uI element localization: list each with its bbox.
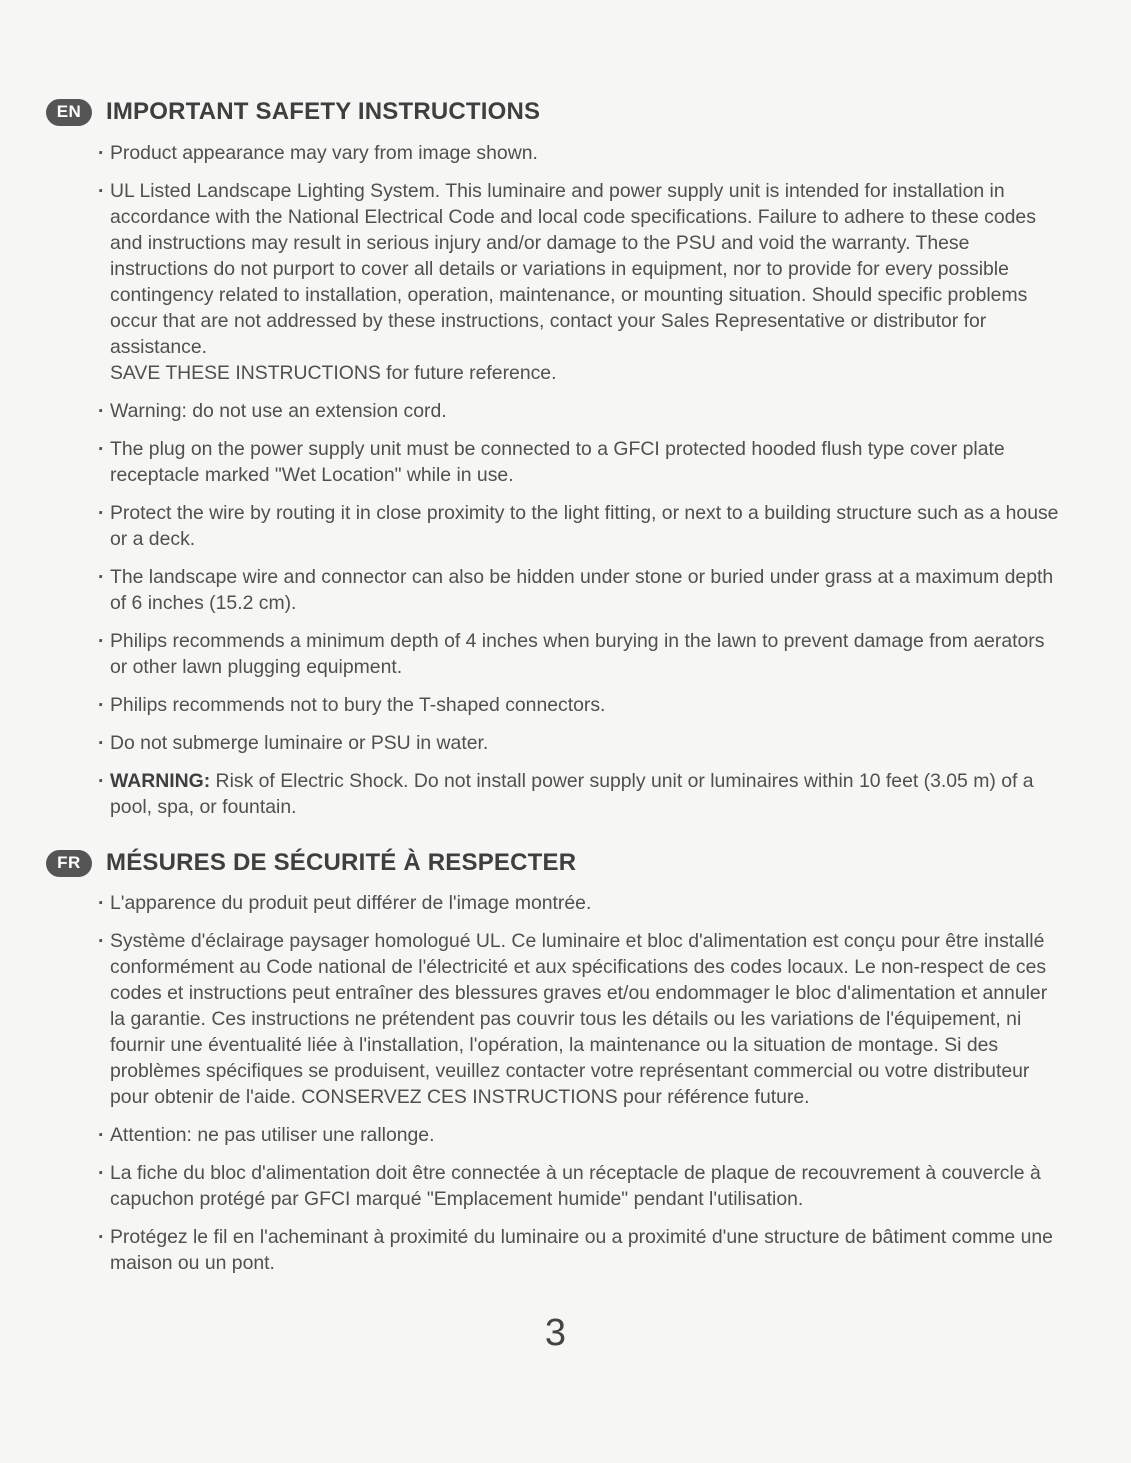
section-title-en: IMPORTANT SAFETY INSTRUCTIONS: [106, 98, 541, 125]
page-number: 3: [544, 1312, 567, 1354]
section-header-en: [46, 97, 540, 127]
list-item: · Protect the wire by routing it in close proximity to the light fitting, or next to a building structure such as a house or a deck.: [98, 500, 1064, 552]
warning-label: WARNING:: [110, 770, 211, 792]
list-item: · Do not submerge luminaire or PSU in water.: [98, 730, 1064, 756]
list-item: · Protégez le fil en l'acheminant à proximité du luminaire ou a proximité d'une structure de bâtiment comme une maison ou un pont.: [98, 1224, 1064, 1276]
list-item: · Product appearance may vary from image shown.: [98, 140, 1064, 166]
list-item: · La fiche du bloc d'alimentation doit être connectée à un réceptacle de plaque de recouvrement à couvercle à capuchon protégé par GFCI marqué "Emplacement humide" pendant l'utilisation.: [98, 1160, 1064, 1212]
list-item: · Philips recommends a minimum depth of 4 inches when burying in the lawn to prevent damage from aerators or other lawn plugging equipment.: [98, 628, 1064, 680]
list-item: · The landscape wire and connector can also be hidden under stone or buried under grass at a maximum depth of 6 inches (15.2 cm).: [98, 564, 1064, 616]
section-header-fr: [46, 848, 576, 878]
list-item: · UL Listed Landscape Lighting System. This luminaire and power supply unit is intended for installation in accordance with the National Electrical Code and local code specifications. Failure to adhere to these codes and instructions may result in serious injury and/or damage to the PSU and void the warranty. These instructions do not purport to cover all details or variations in equipment, nor to provide for every possible contingency related to installation, operation, maintenance, or mounting situation. Should specific problems occur that are not addressed by these instructions, contact your Sales Representative or distributor for assistance.: [98, 178, 1064, 360]
language-badge-fr: FR: [46, 850, 92, 877]
list-item-warning: [98, 768, 1064, 820]
list-item: · Philips recommends not to bury the T-shaped connectors.: [98, 692, 1064, 718]
list-item: · Système d'éclairage paysager homologué UL. Ce luminaire et bloc d'alimentation est conçu pour être installé conformément au Code national de l'électricité et aux spécifications des codes locaux. Le non-respect de ces codes et instructions peut entraîner des blessures graves et/ou endommager le bloc d'alimentation et annuler la garantie. Ces instructions ne prétendent pas couvrir tous les détails ou les variations de l'équipement, ni fournir une éventualité liée à l'installation, l'opération, la maintenance ou la situation de montage. Si des problèmes spécifiques se produisent, veuillez contacter votre représentant commercial ou votre distributeur pour obtenir de l'aide. CONSERVEZ CES INSTRUCTIONS pour référence future.: [98, 928, 1064, 1110]
language-badge-en: EN: [46, 99, 92, 126]
save-instructions-text: SAVE THESE INSTRUCTIONS for future reference.: [110, 362, 557, 384]
list-item: · The plug on the power supply unit must be connected to a GFCI protected hooded flush type cover plate receptacle marked "Wet Location" while in use.: [98, 436, 1064, 488]
warning-text: Risk of Electric Shock. Do not install power supply unit or luminaires within 10 feet (3.05 m) of a pool, spa, or fountain.: [110, 770, 1034, 818]
list-item-save: [98, 360, 1064, 386]
instructions-list-en: [98, 140, 1064, 832]
section-title-fr: MÉSURES DE SÉCURITÉ À RESPECTER: [106, 849, 577, 876]
list-item: · Warning: do not use an extension cord.: [98, 398, 1064, 424]
list-item: · L'apparence du produit peut différer de l'image montrée.: [98, 890, 1064, 916]
instructions-list-fr: [98, 890, 1064, 1288]
list-item: · Attention: ne pas utiliser une rallonge.: [98, 1122, 1064, 1148]
